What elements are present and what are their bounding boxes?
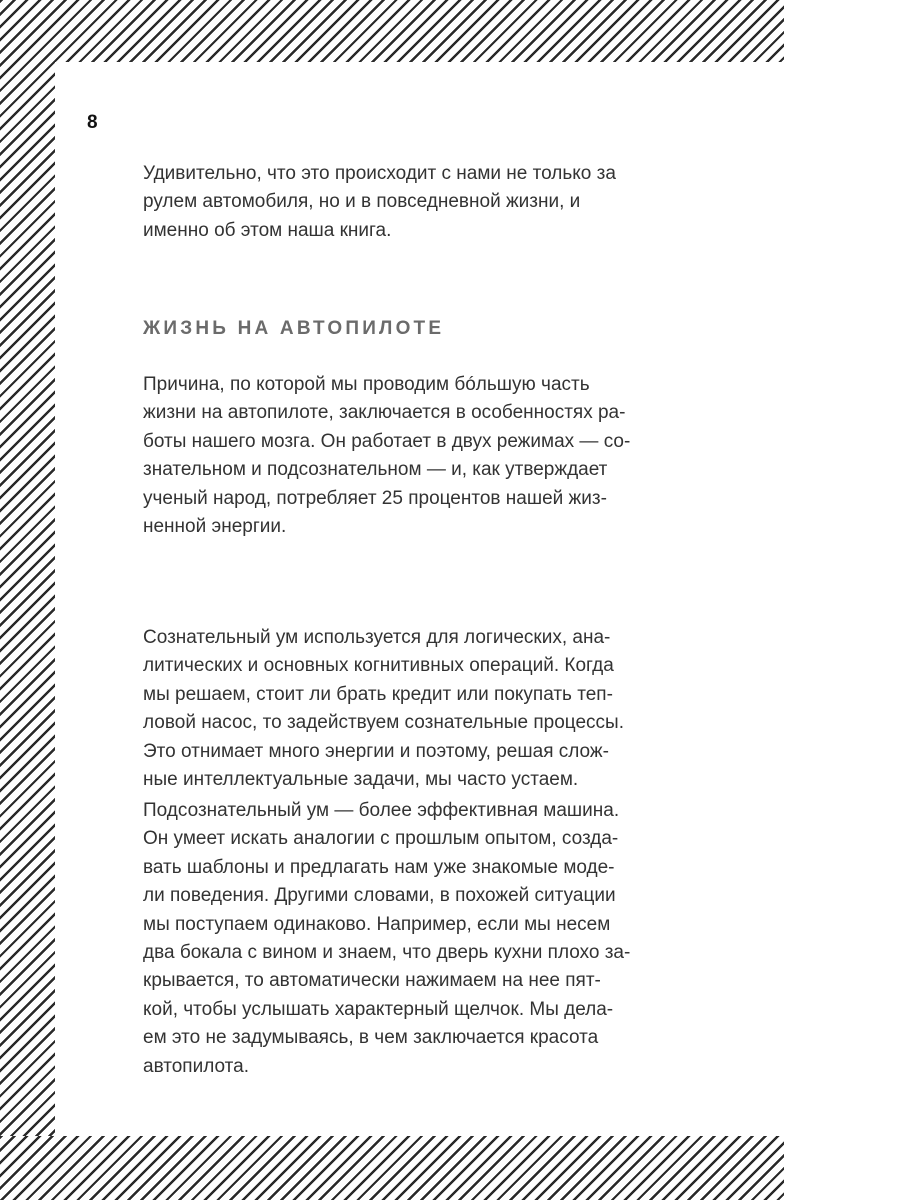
paragraph-line: ненной энергии. xyxy=(143,516,287,538)
paragraph-line: мы поступаем одинаково. Например, если мы несем xyxy=(143,913,611,935)
book-page xyxy=(55,62,784,1136)
paragraph-line: Это отнимает много энергии и поэтому, решая слож- xyxy=(143,740,609,762)
paragraph-3 xyxy=(143,797,683,1081)
paragraph-line: крывается, то автоматически нажимаем на нее пят- xyxy=(143,970,601,992)
paragraph-line: Подсознательный ум — более эффективная машина. xyxy=(143,800,620,821)
paragraph-line: два бокала с вином и знаем, что дверь кухни плохо за- xyxy=(143,942,631,964)
paragraph-line: литических и основных когнитивных операций. Когда xyxy=(143,655,614,677)
paragraph-line: Он умеет искать аналогии с прошлым опытом, созда- xyxy=(143,828,619,850)
hatched-border-left xyxy=(0,0,55,1200)
paragraph-line: ли поведения. Другими словами, в похожей ситуации xyxy=(143,885,616,907)
paragraph-line: мы решаем, стоит ли брать кредит или покупать теп- xyxy=(143,683,613,705)
paragraph-line: жизни на автопилоте, заключается в особенностях ра- xyxy=(143,402,626,424)
paragraph-2 xyxy=(143,624,683,794)
paragraph-1 xyxy=(143,371,683,541)
paragraph-line: кой, чтобы услышать характерный щелчок. Мы дела- xyxy=(143,998,614,1020)
paragraph-line: боты нашего мозга. Он работает в двух режимах — со- xyxy=(143,430,631,452)
paragraph-line: ные интеллектуальные задачи, мы часто устаем. xyxy=(143,769,579,791)
paragraph-line: рулем автомобиля, но и в повседневной жизни, и xyxy=(143,191,581,213)
paragraph-line: знательном и подсознательном — и, как утверждает xyxy=(143,459,608,481)
paragraph-line: ученый народ, потребляет 25 процентов нашей жиз- xyxy=(143,487,607,509)
page-number: 8 xyxy=(87,112,98,133)
paragraph-line: ловой насос, то задействуем сознательные процессы. xyxy=(143,712,624,734)
paragraph-line: Причина, по которой мы проводим бóльшую часть xyxy=(143,374,590,395)
hatched-border-top xyxy=(0,0,784,62)
paragraph-line: автопилота. xyxy=(143,1055,249,1077)
hatched-border-bottom xyxy=(0,1136,784,1200)
paragraph-line: Удивительно, что это происходит с нами не только за xyxy=(143,163,616,184)
intro-paragraph xyxy=(143,160,683,245)
paragraph-line: ем это не задумываясь, в чем заключается красота xyxy=(143,1027,599,1049)
paragraph-line: Сознательный ум используется для логических, ана- xyxy=(143,627,611,648)
paragraph-line: вать шаблоны и предлагать нам уже знакомые моде- xyxy=(143,856,615,878)
paragraph-line: именно об этом наша книга. xyxy=(143,219,392,241)
section-heading: ЖИЗНЬ НА АВТОПИЛОТЕ xyxy=(143,318,445,339)
